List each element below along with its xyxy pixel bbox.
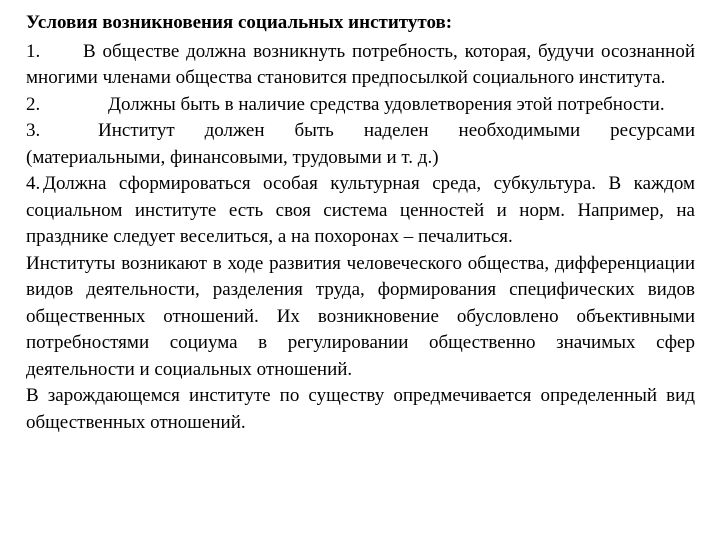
body-paragraph-1: Институты возникают в ходе развития человеческого общества, дифференциации видов деятельности, разделения труда, формирования специфических видов общественных отношений. Их возникновение обусловлено объективными потребностями социума в регулировании общественно значимых сфер деятельности и социальных отношений. [26, 252, 695, 380]
list-item-2 [26, 92, 695, 119]
list-item-text: Институт должен быть наделен необходимыми ресурсами (материальными, финансовыми, трудовыми и т. д.) [26, 120, 695, 168]
list-item-text: Должна сформироваться особая культурная среда, субкультура. В каждом социальном институте есть своя система ценностей и норм. Например, на празднике следует веселиться, а на похоронах – печалиться. [26, 173, 695, 247]
list-item-number: 4. [26, 173, 41, 194]
body-paragraph-2: В зарождающемся институте по существу опредмечивается определенный вид общественных отношений. [26, 385, 695, 433]
list-item-1 [26, 39, 695, 92]
list-item-4 [26, 171, 695, 251]
list-item-3 [26, 118, 695, 171]
list-item-number: 2. [26, 93, 41, 115]
list-item-text: В обществе должна возникнуть потребность, которая, будучи осознанной многими членами общества становится предпосылкой социального института. [26, 40, 695, 88]
list-item-number: 3. [26, 120, 41, 141]
slide-content [26, 10, 695, 436]
list-item-text: Должны быть в наличие средства удовлетворения этой потребности. [108, 93, 665, 115]
list-item-number: 1. [26, 40, 41, 62]
slide-title: Условия возникновения социальных институтов: [26, 12, 453, 33]
